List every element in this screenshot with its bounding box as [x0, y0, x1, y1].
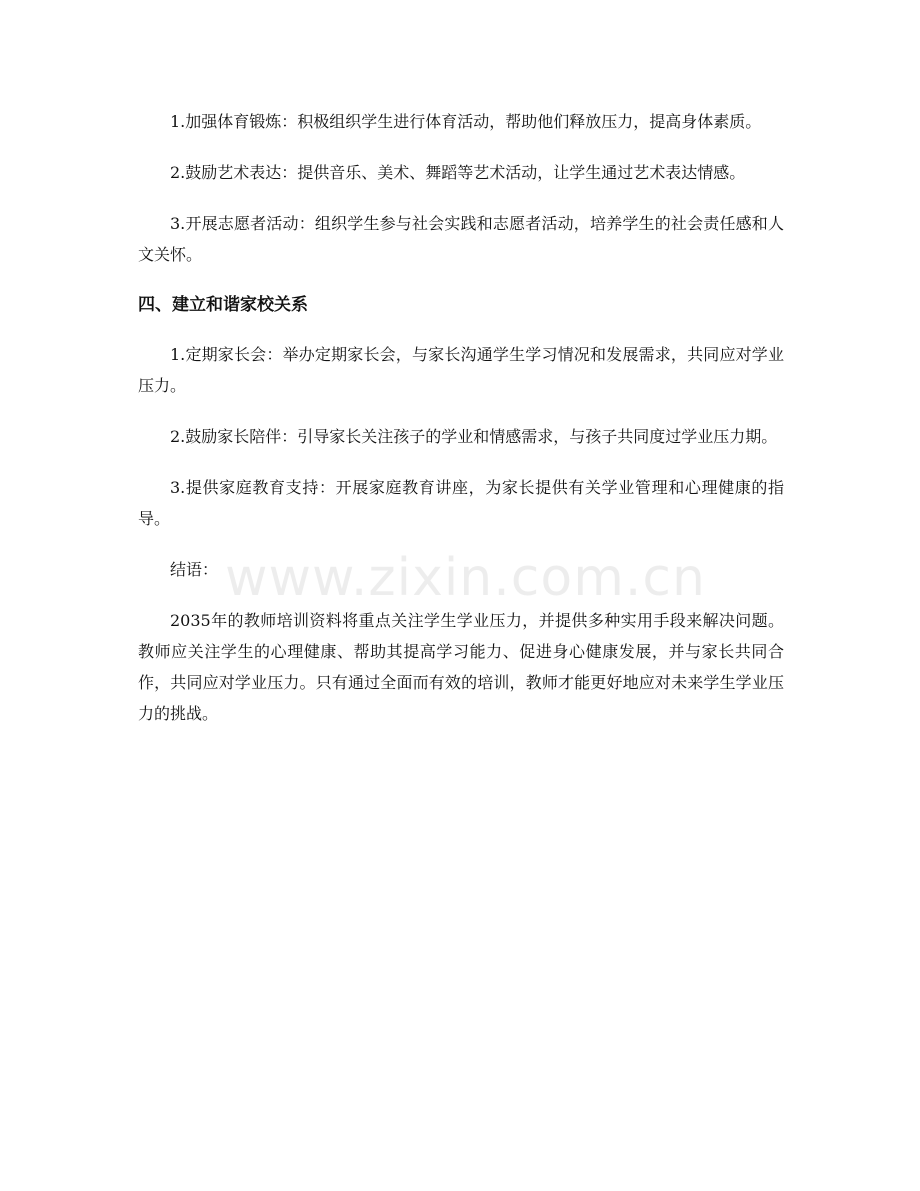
- section4-item-2: 2.鼓励家长陪伴：引导家长关注孩子的学业和情感需求，与孩子共同度过学业压力期。: [170, 427, 778, 446]
- conclusion-label: 结语：: [170, 560, 219, 579]
- conclusion-text: 2035年的教师培训资料将重点关注学生学业压力，并提供多种实用手段来解决问题。教师应关注学生的心理健康、帮助其提高学习能力、促进身心健康发展，并与家长共同合作，共同应对学业压力。只有通过全面而有效的培训，教师才能更好地应对未来学生学业压力的挑战。: [138, 611, 784, 723]
- document-page: [138, 106, 784, 749]
- section4-heading: 四、建立和谐家校关系: [138, 295, 308, 315]
- section3-item-3: 3.开展志愿者活动：组织学生参与社会实践和志愿者活动，培养学生的社会责任感和人文关怀。: [138, 214, 784, 264]
- section4-item-3: 3.提供家庭教育支持：开展家庭教育讲座，为家长提供有关学业管理和心理健康的指导。: [138, 478, 784, 528]
- section4-item-1: 1.定期家长会：举办定期家长会，与家长沟通学生学习情况和发展需求，共同应对学业压力。: [138, 345, 784, 395]
- section3-item-2: 2.鼓励艺术表达：提供音乐、美术、舞蹈等艺术活动，让学生通过艺术表达情感。: [170, 163, 746, 182]
- section3-item-1: 1.加强体育锻炼：积极组织学生进行体育活动，帮助他们释放压力，提高身体素质。: [170, 112, 762, 131]
- watermark: www.zixin.com.cn: [225, 548, 706, 608]
